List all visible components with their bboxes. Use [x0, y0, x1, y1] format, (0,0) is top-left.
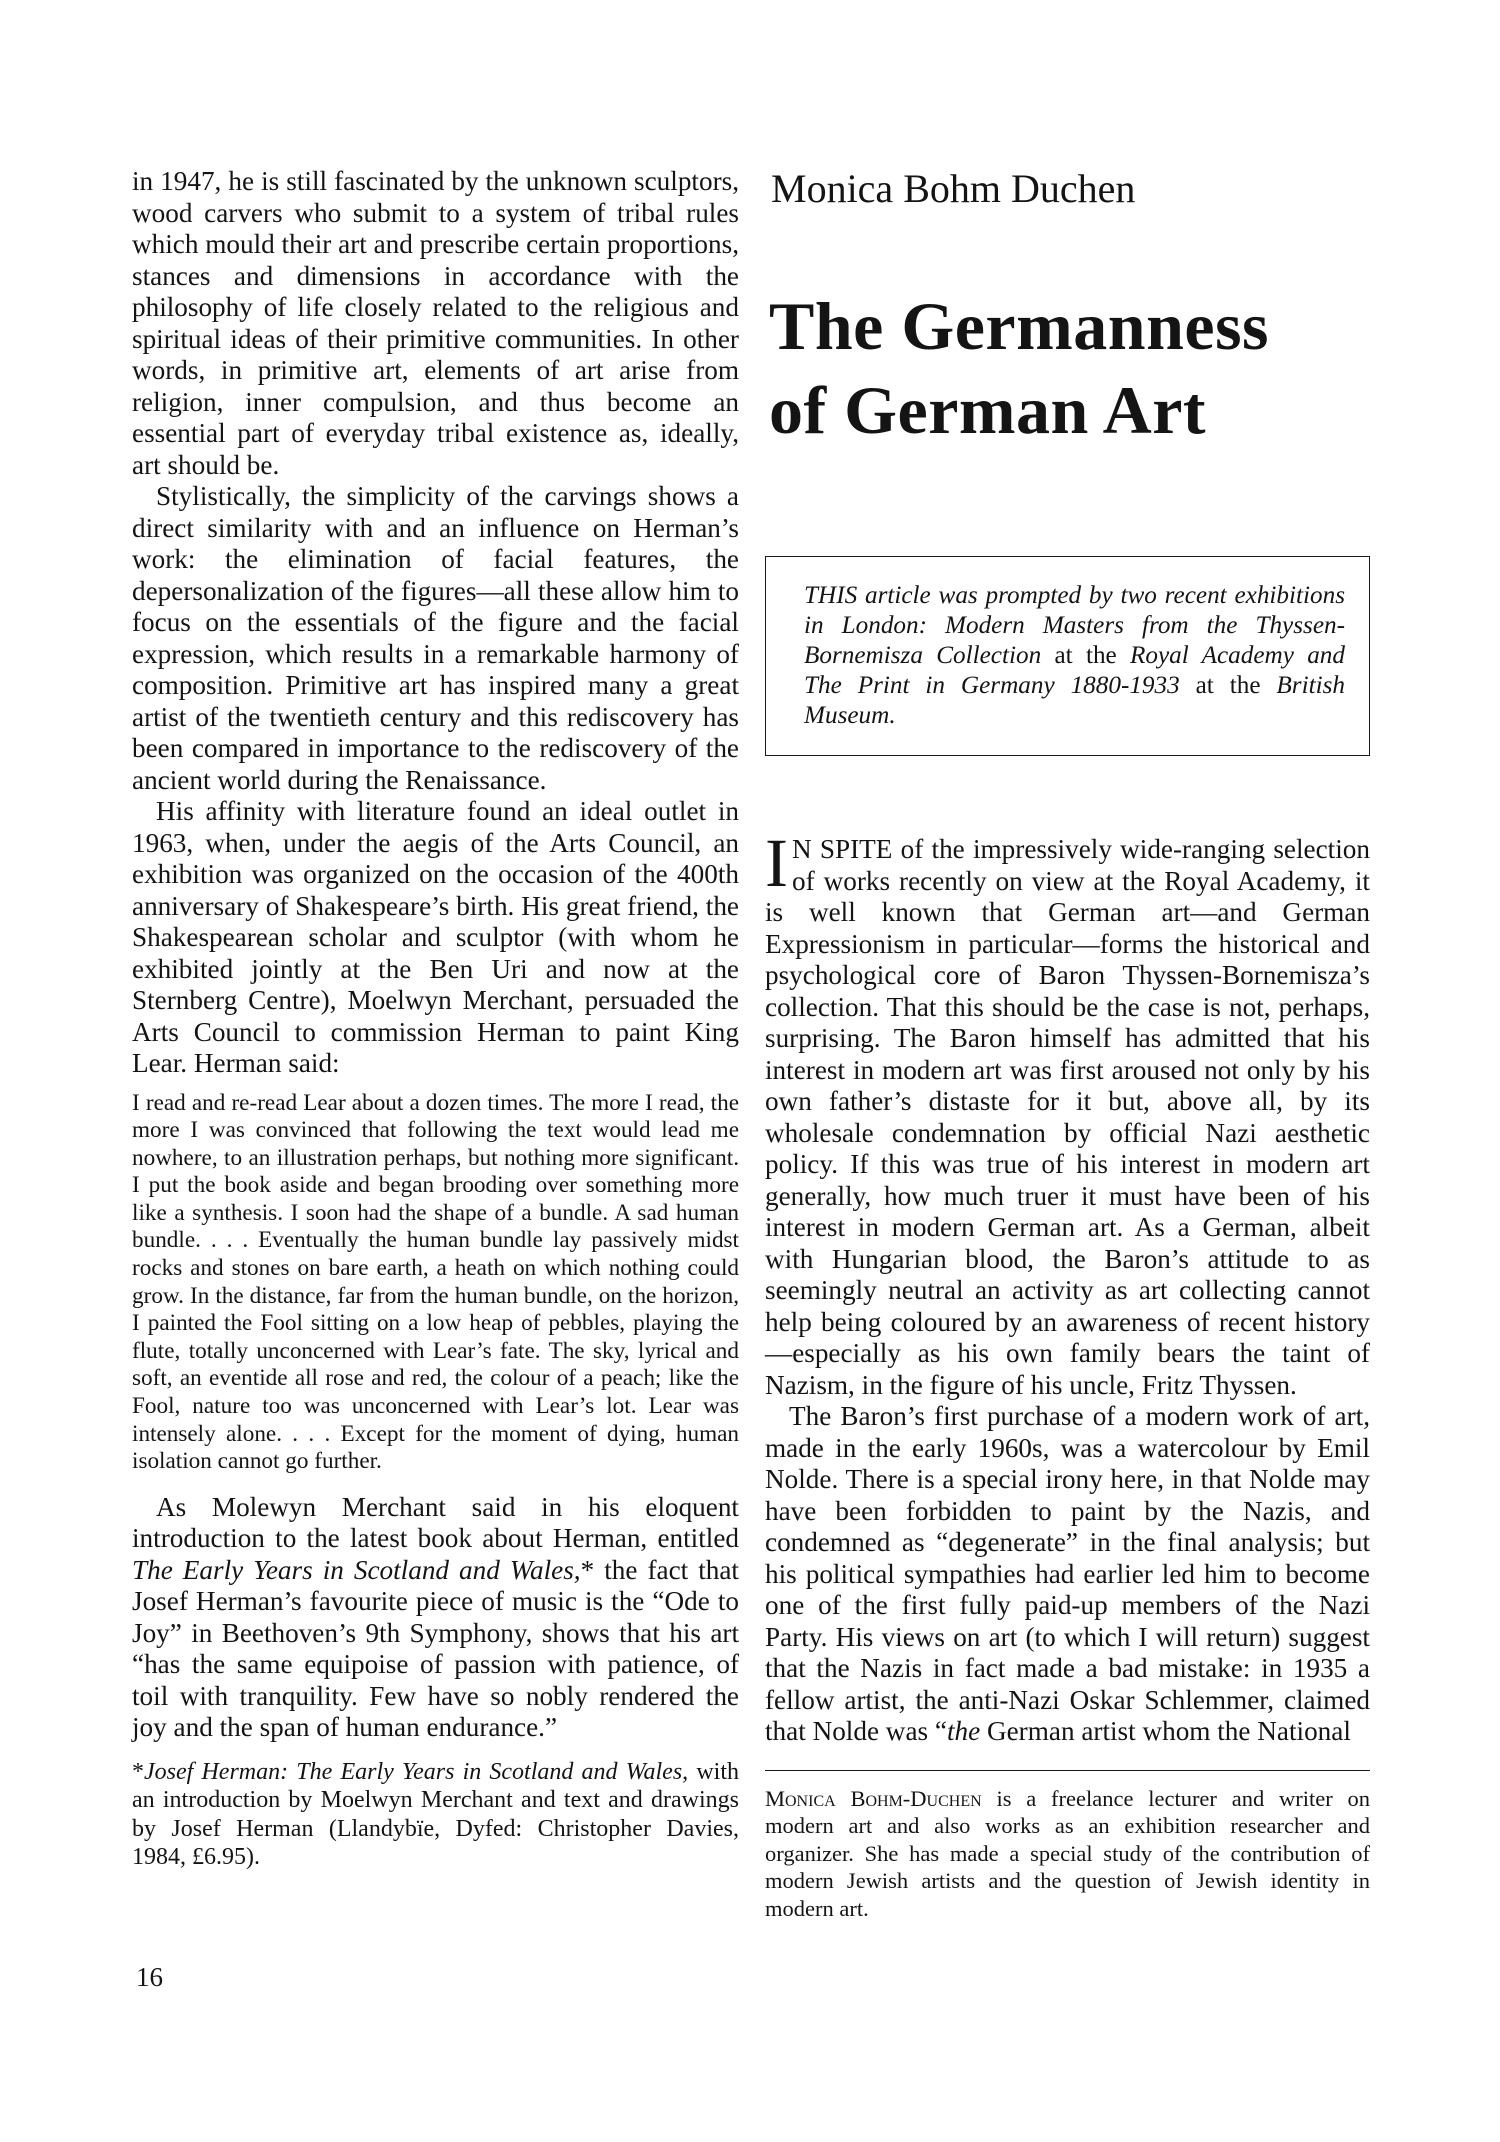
intro-text: Royal Academy and The Print in Germany 1880-1933: [804, 642, 1345, 699]
title-line: of German Art: [769, 372, 1207, 448]
intro-text: British Museum.: [804, 672, 1345, 729]
text-run: of the impressively wide-ranging selection of works recently on view at the Royal Academy, it is well known that German art—and German Expressionism in particular—forms the historical and psychological core of Baron Thyssen-Bornemisza’s collection. That this should be the case is not, perhaps, surprising. The Baron himself has admitted that his interest in modern art was first aroused not only by his own father’s distaste for it but, above all, by its wholesale condemnation by official Nazi aesthetic policy. If this was true of his interest in modern art generally, how much truer it must have been of his interest in modern German art. As a German, albeit with Hungarian blood, the Baron’s attitude to as seemingly neutral an activity as art collecting cannot help being coloured by an awareness of recent history—especially as his own family bears the taint of Nazism, in the figure of his uncle, Fritz Thyssen.: [765, 834, 1370, 1400]
lead-in: N SPITE: [791, 834, 893, 864]
footnote-title: Josef Herman: The Early Years in Scotland and Wales,: [144, 1758, 689, 1785]
text-run: The Baron’s first purchase of a modern work of art, made in the early 1960s, was a watercolour by Emil Nolde. There is a special irony here, in that Nolde may have been forbidden to paint by the Nazis, and condemned as “degenerate” in the final analysis; but his political sympathies had earlier led him to become one of the first fully paid-up members of the Nazi Party. His views on art (to which I will return) suggest that the Nazis in fact made a bad mistake: in 1935 a fellow artist, the anti-Nazi Oskar Schlemmer, claimed that Nolde was “: [765, 1401, 1370, 1746]
article-body: [765, 825, 1370, 1748]
footnote: [132, 1758, 739, 1872]
quote-text: I read and re-read Lear about a dozen times. The more I read, the more I was convinced that following the text would lead me nowhere, to an illustration perhaps, but nothing more significant. I put the book aside and began brooding over something more like a synthesis. I soon had the shape of a bundle. A sad human bundle. . . . Eventually the human bundle lay passively midst rocks and stones on bare earth, a heath on which nothing could grow. In the distance, far from the human bundle, on the horizon, I painted the Fool sitting on a low heap of pebbles, playing the flute, totally unconcerned with Lear’s fate. The sky, lyrical and soft, an eventide all rose and red, the colour of a peach; like the Fool, nature too was unconcerned with Lear’s lot. Lear was intensely alone. . . . Except for the moment of dying, human isolation cannot go further.: [132, 1089, 739, 1475]
footnote-marker: *: [132, 1758, 144, 1785]
text-run: As Molewyn Merchant said in his eloquent introduction to the latest book about Herman, entitled: [132, 1491, 739, 1554]
author-bio: [765, 1785, 1370, 1923]
article-title: [765, 284, 1370, 452]
author-name: Monica Bohm Duchen: [771, 166, 1136, 211]
body-paragraph: His affinity with literature found an ideal outlet in 1963, when, under the aegis of the Arts Council, an exhibition was organized on the occasion of the 400th anniversary of Shakespeare’s birth. His great friend, the Shakespearean scholar and sculptor (with whom he exhibited jointly at the Ben Uri and now at the Sternberg Centre), Moelwyn Merchant, persuaded the Arts Council to commission Herman to paint King Lear. Herman said:: [132, 796, 739, 1078]
herman-quote: [132, 1090, 739, 1476]
text-run: * the fact that Josef Herman’s favourite piece of music is the “Ode to Joy” in Beethoven’s 9th Symphony, shows that his art “has the same equipoise of passion with patience, of toil with tranquility. Few have so nobly rendered the joy and the span of human endurance.”: [132, 1554, 739, 1743]
bio-text: is a freelance lecturer and writer on modern art and also works as an exhibition researcher and organizer. She has made a special study of the contribution of modern Jewish artists and the question of Jewish identity in modern art.: [765, 1785, 1370, 1921]
intro-text: THIS article was prompted by two recent exhibitions in London: Modern Masters from the Thyssen-Bornemisza Collection: [804, 582, 1345, 669]
body-paragraph: [765, 1401, 1370, 1748]
emphasis: the: [946, 1716, 981, 1746]
intro-text: at the: [1179, 672, 1277, 699]
left-column: [132, 166, 739, 1872]
footnote-rest: with an introduction by Moelwyn Merchant and text and drawings by Josef Herman (Llandybïe, Dyfed: Christopher Davies, 1984, £6.95).: [132, 1758, 739, 1871]
opening-paragraph: [765, 825, 1370, 1401]
bio-name: Monica Bohm-Duchen: [765, 1785, 982, 1811]
title-line: The Germanness: [769, 288, 1269, 364]
body-paragraph: Stylistically, the simplicity of the carvings shows a direct similarity with and an influence on Herman’s work: the elimination of facial features, the depersonalization of the figures—all these allow him to focus on the essentials of the figure and the facial expression, which results in a remarkable harmony of composition. Primitive art has inspired many a great artist of the twentieth century and this rediscovery has been compared in importance to the rediscovery of the ancient world during the Renaissance.: [132, 481, 739, 795]
footnote-text: [132, 1758, 739, 1872]
right-column: [765, 166, 1370, 1922]
intro-text: at the: [1041, 642, 1131, 669]
body-paragraph: in 1947, he is still fascinated by the unknown sculptors, wood carvers who submit to a system of tribal rules which mould their art and prescribe certain proportions, stances and dimensions in accordance with the philosophy of life closely related to the religious and spiritual ideas of their primitive communities. In other words, in primitive art, elements of art arise from religion, inner compulsion, and thus become an essential part of everyday tribal existence as, ideally, art should be.: [132, 166, 739, 480]
drop-cap: I: [765, 825, 788, 901]
body-paragraph: [132, 1492, 739, 1744]
text-run: German artist whom the National: [980, 1716, 1351, 1746]
intro-box: [765, 556, 1370, 756]
page-number: 16: [136, 1962, 163, 1992]
book-title: The Early Years in Scotland and Wales,: [132, 1554, 581, 1585]
divider: [765, 1770, 1370, 1771]
